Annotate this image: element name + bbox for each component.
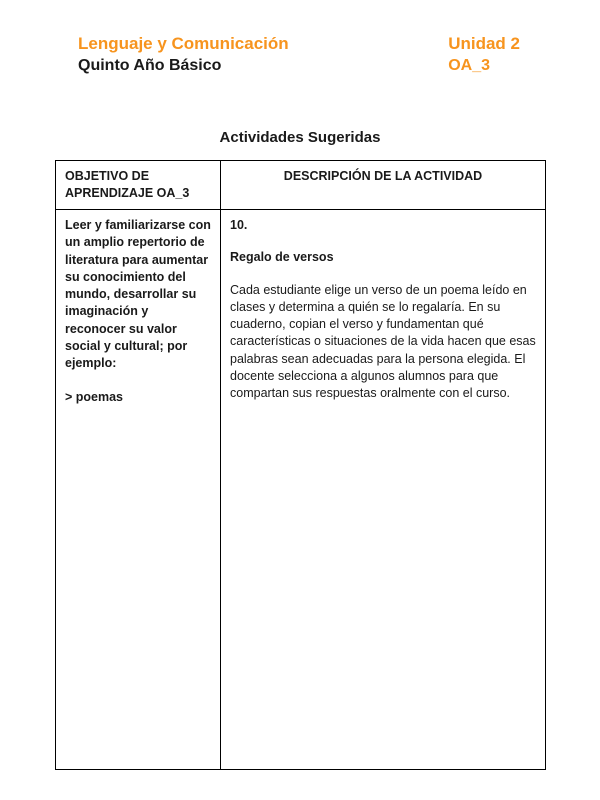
header-right-column — [448, 33, 520, 77]
subject-title: Lenguaje y Comunicación — [78, 34, 289, 53]
unit-label: Unidad 2 — [448, 34, 520, 53]
activity-title: Regalo de versos — [230, 250, 334, 265]
activities-table — [55, 160, 546, 771]
objective-example: > poemas — [65, 390, 124, 405]
activity-description: Cada estudiante elige un verso de un poema leído en clases y determina a quién se lo regalaría. En su cuaderno, copian el verso y fundamentan qué características o situaciones de la vida hacen que esas palabras sean adecuadas para la persona elegida. El docente selecciona a algunos alumnos para que compartan sus respuestas oralmente con el curso. — [230, 282, 536, 401]
table-header-row — [56, 160, 546, 210]
header-left-column — [78, 33, 289, 77]
objective-column-header: OBJETIVO DE APRENDIZAJE OA_3 — [56, 160, 221, 210]
oa-code-label: OA_3 — [448, 57, 490, 75]
objective-cell — [56, 210, 221, 770]
table-body-row — [56, 210, 546, 770]
grade-level: Quinto Año Básico — [78, 57, 222, 75]
description-column-header: DESCRIPCIÓN DE LA ACTIVIDAD — [221, 160, 546, 210]
objective-text: Leer y familiarizarse con un amplio repertorio de literatura para aumentar su conocimiento del mundo, desarrollar su imaginación y reconocer su valor social y cultural; por ejemplo: — [65, 218, 211, 371]
activity-cell — [221, 210, 546, 770]
page-title: Actividades Sugeridas — [219, 128, 381, 146]
activity-number: 10. — [230, 218, 248, 233]
document-header — [78, 33, 520, 77]
